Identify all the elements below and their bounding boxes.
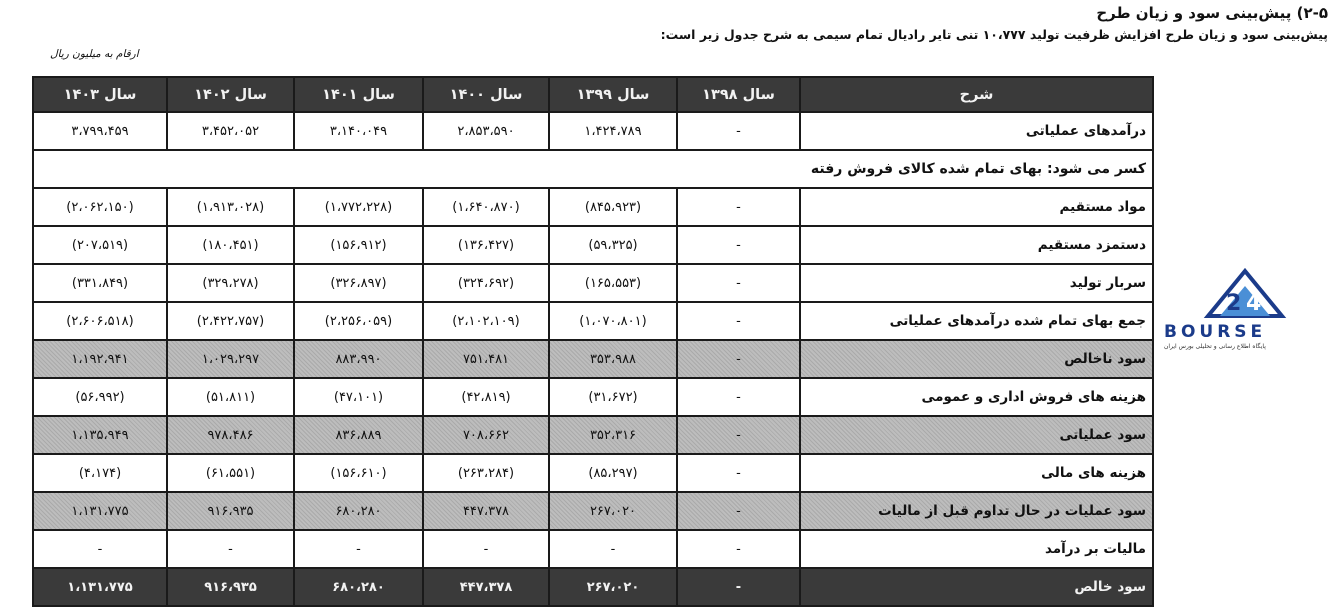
cell-value: ۷۰۸،۶۶۲: [423, 416, 549, 454]
cell-value: (۱۵۶،۹۱۲): [294, 226, 423, 264]
row-gross-profit: [33, 340, 1153, 378]
cell-value: (۶۱،۵۵۱): [167, 454, 294, 492]
cell-value: (۱۶۵،۵۵۳): [549, 264, 677, 302]
cell-value: -: [677, 188, 800, 226]
cell-value: (۵۶،۹۹۲): [33, 378, 167, 416]
cell-value: (۱۸۰،۴۵۱): [167, 226, 294, 264]
row-operating-revenue: [33, 112, 1153, 150]
cell-value: ۶۸۰،۲۸۰: [294, 492, 423, 530]
header-year-1403: سال ۱۴۰۳: [33, 77, 167, 112]
profit-loss-table: [32, 76, 1154, 607]
cell-value: (۲،۶۰۶،۵۱۸): [33, 302, 167, 340]
page-subheading: پیش‌بینی سود و زیان طرح افزایش ظرفیت تولید ۱۰،۷۷۷ تنی تایر رادیال تمام سیمی به شرح جدول زیر است:: [660, 27, 1328, 42]
cell-value: -: [167, 530, 294, 568]
cell-value: ۲۶۷،۰۲۰: [549, 492, 677, 530]
cell-value: (۲،۴۲۲،۷۵۷): [167, 302, 294, 340]
row-net-profit: [33, 568, 1153, 606]
row-section-deductions: [33, 150, 1153, 188]
cell-value: (۱۳۶،۴۲۷): [423, 226, 549, 264]
cell-value: -: [677, 416, 800, 454]
cell-value: (۲۰۷،۵۱۹): [33, 226, 167, 264]
row-total-cost-of-revenue: [33, 302, 1153, 340]
cell-value: ۹۷۸،۴۸۶: [167, 416, 294, 454]
cell-value: -: [677, 112, 800, 150]
row-financial-costs: [33, 454, 1153, 492]
cell-value: ۳،۱۴۰،۰۴۹: [294, 112, 423, 150]
cell-value: ۴۴۷،۳۷۸: [423, 568, 549, 606]
cell-value: -: [677, 340, 800, 378]
cell-value: ۱،۱۹۲،۹۴۱: [33, 340, 167, 378]
cell-value: (۸۴۵،۹۲۳): [549, 188, 677, 226]
cell-value: -: [423, 530, 549, 568]
cell-value: (۴۷،۱۰۱): [294, 378, 423, 416]
cell-value: (۴۲،۸۱۹): [423, 378, 549, 416]
cell-value: ۶۸۰،۲۸۰: [294, 568, 423, 606]
row-production-overhead: [33, 264, 1153, 302]
row-label: سود عملیاتی: [800, 416, 1153, 454]
unit-note: ارقام به میلیون ریال: [50, 48, 139, 60]
cell-value: ۳،۷۹۹،۴۵۹: [33, 112, 167, 150]
cell-value: ۱،۱۳۵،۹۴۹: [33, 416, 167, 454]
cell-value: -: [677, 568, 800, 606]
cell-value: ۳۵۳،۹۸۸: [549, 340, 677, 378]
cell-value: ۳،۴۵۲،۰۵۲: [167, 112, 294, 150]
header-description: شرح: [800, 77, 1153, 112]
cell-value: -: [677, 264, 800, 302]
cell-value: ۱،۱۳۱،۷۷۵: [33, 568, 167, 606]
page-heading: ۲-۵) پیش‌بینی سود و زیان طرح: [1096, 4, 1328, 22]
table-header-row: [33, 77, 1153, 112]
row-label: هزینه های فروش اداری و عمومی: [800, 378, 1153, 416]
cell-value: (۱۵۶،۶۱۰): [294, 454, 423, 492]
cell-value: (۵۹،۳۲۵): [549, 226, 677, 264]
row-income-tax: [33, 530, 1153, 568]
row-label: سود عملیات در حال تداوم قبل از مالیات: [800, 492, 1153, 530]
cell-value: (۳۲۹،۲۷۸): [167, 264, 294, 302]
cell-value: -: [677, 226, 800, 264]
cell-value: (۲،۲۵۶،۰۵۹): [294, 302, 423, 340]
cell-value: ۴۴۷،۳۷۸: [423, 492, 549, 530]
cell-value: (۲۶۳،۲۸۴): [423, 454, 549, 492]
cell-value: -: [294, 530, 423, 568]
cell-value: -: [677, 492, 800, 530]
cell-value: ۷۵۱،۴۸۱: [423, 340, 549, 378]
cell-value: (۴،۱۷۴): [33, 454, 167, 492]
svg-text:4: 4: [1246, 291, 1262, 316]
cell-value: (۱،۷۷۲،۲۲۸): [294, 188, 423, 226]
header-year-1401: سال ۱۴۰۱: [294, 77, 423, 112]
cell-value: -: [549, 530, 677, 568]
cell-value: -: [677, 302, 800, 340]
cell-value: (۵۱،۸۱۱): [167, 378, 294, 416]
section-label: کسر می شود: بهای تمام شده کالای فروش رفته: [33, 150, 1153, 188]
cell-value: ۸۸۳،۹۹۰: [294, 340, 423, 378]
header-year-1399: سال ۱۳۹۹: [549, 77, 677, 112]
logo-wordmark: BOURSE: [1164, 322, 1267, 342]
cell-value: (۱،۶۴۰،۸۷۰): [423, 188, 549, 226]
cell-value: ۳۵۲،۳۱۶: [549, 416, 677, 454]
row-label: سربار تولید: [800, 264, 1153, 302]
header-year-1400: سال ۱۴۰۰: [423, 77, 549, 112]
cell-value: ۱،۴۲۴،۷۸۹: [549, 112, 677, 150]
cell-value: (۳۱،۶۷۲): [549, 378, 677, 416]
cell-value: -: [677, 378, 800, 416]
row-label: هزینه های مالی: [800, 454, 1153, 492]
svg-text:2: 2: [1226, 291, 1242, 316]
cell-value: (۱،۰۷۰،۸۰۱): [549, 302, 677, 340]
cell-value: ۹۱۶،۹۳۵: [167, 568, 294, 606]
cell-value: ۱،۰۲۹،۲۹۷: [167, 340, 294, 378]
row-admin-expenses: [33, 378, 1153, 416]
cell-value: ۹۱۶،۹۳۵: [167, 492, 294, 530]
cell-value: ۲۶۷،۰۲۰: [549, 568, 677, 606]
row-label: جمع بهای تمام شده درآمدهای عملیاتی: [800, 302, 1153, 340]
logo-caption: پایگاه اطلاع رسانی و تحلیلی بورس ایران: [1164, 343, 1266, 350]
row-label: درآمدهای عملیاتی: [800, 112, 1153, 150]
cell-value: (۳۳۱،۸۴۹): [33, 264, 167, 302]
row-direct-labor: [33, 226, 1153, 264]
cell-value: (۲،۰۶۲،۱۵۰): [33, 188, 167, 226]
row-operating-profit: [33, 416, 1153, 454]
header-year-1398: سال ۱۳۹۸: [677, 77, 800, 112]
cell-value: (۳۲۶،۸۹۷): [294, 264, 423, 302]
row-label: مالیات بر درآمد: [800, 530, 1153, 568]
cell-value: -: [33, 530, 167, 568]
cell-value: -: [677, 454, 800, 492]
cell-value: ۱،۱۳۱،۷۷۵: [33, 492, 167, 530]
cell-value: ۲،۸۵۳،۵۹۰: [423, 112, 549, 150]
cell-value: (۲،۱۰۲،۱۰۹): [423, 302, 549, 340]
header-year-1402: سال ۱۴۰۲: [167, 77, 294, 112]
row-direct-materials: [33, 188, 1153, 226]
cell-value: ۸۳۶،۸۸۹: [294, 416, 423, 454]
row-label: دستمزد مستقیم: [800, 226, 1153, 264]
row-label: سود ناخالص: [800, 340, 1153, 378]
cell-value: (۳۲۴،۶۹۲): [423, 264, 549, 302]
cell-value: (۸۵،۲۹۷): [549, 454, 677, 492]
cell-value: (۱،۹۱۳،۰۲۸): [167, 188, 294, 226]
cell-value: -: [677, 530, 800, 568]
row-label: مواد مستقیم: [800, 188, 1153, 226]
row-profit-before-tax: [33, 492, 1153, 530]
row-label: سود خالص: [800, 568, 1153, 606]
